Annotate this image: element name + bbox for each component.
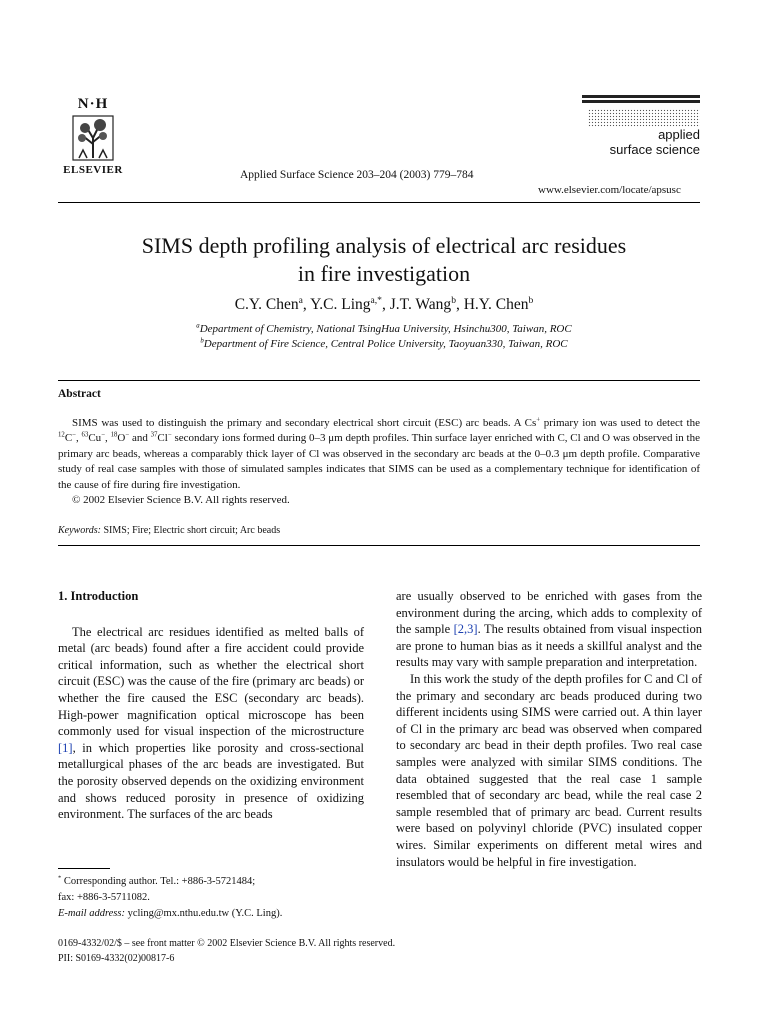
charge-sup: − bbox=[167, 431, 172, 439]
abstract-heading: Abstract bbox=[58, 388, 101, 400]
body-paragraph bbox=[58, 624, 364, 823]
footnote-line: fax: +886-3-5711082. bbox=[58, 892, 150, 903]
author-name: C.Y. Chen bbox=[234, 296, 299, 313]
mass-sup: 37 bbox=[150, 431, 158, 439]
affiliation-b bbox=[58, 338, 710, 350]
abstract-text-run: primary ion was used to detect the bbox=[540, 417, 700, 429]
ion-symbol: Cl bbox=[157, 432, 168, 445]
body-column-left bbox=[58, 588, 364, 823]
affiliation-mark: b bbox=[200, 337, 204, 345]
author-separator: , bbox=[455, 296, 464, 313]
email-address[interactable]: ycling@mx.nthu.edu.tw (Y.C. Ling). bbox=[124, 908, 283, 919]
journal-citation: Applied Surface Science 203–204 (2003) 779–784 bbox=[240, 169, 474, 181]
abstract-divider-top bbox=[58, 380, 700, 381]
paper-title bbox=[58, 232, 710, 288]
front-matter bbox=[58, 936, 395, 966]
author-list bbox=[58, 296, 710, 314]
affiliation-text: Department of Fire Science, Central Police University, Taoyuan330, Taiwan, ROC bbox=[203, 338, 568, 350]
affiliation-mark: a bbox=[196, 322, 200, 330]
author-separator: , bbox=[381, 296, 390, 313]
author-separator: , bbox=[302, 296, 311, 313]
logo-text-bottom: ELSEVIER bbox=[63, 164, 123, 176]
email-label: E-mail address: bbox=[58, 908, 125, 919]
keywords-line bbox=[58, 525, 280, 536]
title-line-1: SIMS depth profiling analysis of electrical arc residues bbox=[141, 233, 627, 258]
journal-url[interactable]: www.elsevier.com/locate/apsusc bbox=[538, 184, 681, 196]
footnote-mark: * bbox=[58, 874, 62, 882]
pii-line: PII: S0169-4332(02)00817-6 bbox=[58, 953, 175, 964]
body-text-run: are usually observed to be enriched with gases from the environment during the arcing, which adds to complexity of the sample bbox=[396, 589, 702, 637]
ion-symbol: C bbox=[64, 432, 73, 445]
separator: , bbox=[76, 432, 82, 445]
corresponding-author-footnote bbox=[58, 874, 282, 922]
journal-name-line1: applied bbox=[658, 127, 700, 142]
author-affil-mark: b bbox=[451, 294, 456, 306]
ion-symbol: O bbox=[117, 432, 126, 445]
body-column-right bbox=[396, 588, 702, 870]
masthead-rule bbox=[582, 100, 700, 103]
affiliation-a bbox=[58, 323, 710, 335]
header-divider bbox=[58, 202, 700, 203]
footnote-divider bbox=[58, 868, 110, 869]
charge-sup: + bbox=[536, 416, 541, 424]
footnote-text: Corresponding author. Tel.: +886-3-5721484; bbox=[61, 876, 256, 887]
body-text-run: The electrical arc residues identified as melted balls of metal (arc beads) found after a fire accident could provide critical information, such as whether the electrical short circuit (ESC) was the cause of the fire (primary arc beads) or whether the fire caused the ESC (secondary arc beads). High-power magnification optical microscope has been commonly used for visual inspection of the microstructure bbox=[58, 624, 364, 739]
separator: and bbox=[129, 432, 151, 445]
publisher-logo bbox=[58, 96, 128, 186]
mass-sup: 63 bbox=[81, 431, 89, 439]
charge-sup: − bbox=[125, 431, 130, 439]
journal-name-line2: surface science bbox=[609, 142, 700, 157]
footnote-line bbox=[58, 874, 282, 890]
charge-sup: − bbox=[72, 431, 76, 439]
abstract-divider-bottom bbox=[58, 545, 700, 546]
mass-sup: 12 bbox=[58, 431, 65, 439]
tree-icon bbox=[71, 114, 115, 162]
masthead-dot-pattern bbox=[588, 109, 700, 127]
abstract-text-run: secondary ions formed during 0–3 μm depth profiles. Thin surface layer enriched with C, Cl and O was observed in the primary arc beads, whereas a comparably thick layer of Cl was observed in the secondary arc beads at the 0–0.3 μm depth profile. Comparative study of real case samples with those of simulated samples indicates that SIMS can be used as a complementary technique for identification of the cause of fire during fire investigation. bbox=[58, 432, 700, 491]
title-line-2: in fire investigation bbox=[297, 261, 471, 286]
author-name: Y.C. Ling bbox=[310, 296, 371, 313]
author-name: J.T. Wang bbox=[389, 296, 452, 313]
ion-symbol: Cu bbox=[88, 432, 102, 445]
keywords-text: SIMS; Fire; Electric short circuit; Arc beads bbox=[100, 525, 281, 536]
author-affil-mark: a bbox=[298, 294, 303, 306]
mass-sup: 18 bbox=[110, 431, 118, 439]
author-affil-mark: a,* bbox=[370, 294, 382, 306]
section-heading: 1. Introduction bbox=[58, 589, 139, 603]
body-text-run: . The results obtained from visual inspection are prone to human bias as it needs a skillful analyst and the results may vary with sample preparation and interpretation. bbox=[396, 622, 702, 670]
affiliation-text: Department of Chemistry, National TsingHua University, Hsinchu300, Taiwan, ROC bbox=[199, 323, 572, 335]
logo-text-top: N·H bbox=[77, 96, 109, 112]
body-text-run: , in which properties like porosity and cross-sectional metallurgical phases of the arc beads are investigated. But the porosity observed depends on the oxidizing environment and shows reduced porosity in presence of oxidizing environment. The surfaces of the arc beads bbox=[58, 740, 364, 822]
body-paragraph bbox=[396, 588, 702, 671]
charge-sup: − bbox=[101, 431, 106, 439]
masthead-rule bbox=[582, 95, 700, 98]
separator: , bbox=[105, 432, 111, 445]
abstract-text-run: SIMS was used to distinguish the primary and secondary electrical short circuit (ESC) arc beads. A Cs bbox=[72, 417, 537, 429]
keywords-label: Keywords: bbox=[58, 525, 101, 536]
author-affil-mark: b bbox=[528, 294, 534, 306]
citation-link[interactable]: [2,3] bbox=[453, 622, 478, 637]
author-name: H.Y. Chen bbox=[463, 296, 529, 313]
abstract-copyright: © 2002 Elsevier Science B.V. All rights reserved. bbox=[72, 494, 290, 506]
journal-masthead bbox=[582, 95, 700, 157]
citation-link[interactable]: [1] bbox=[58, 740, 73, 755]
front-matter-line: 0169-4332/02/$ – see front matter © 2002 Elsevier Science B.V. All rights reserved. bbox=[58, 938, 396, 949]
footnote-line bbox=[58, 906, 282, 922]
body-paragraph: In this work the study of the depth profiles for C and Cl of the primary and secondary arc beads produced during two different incidents using SIMS were carried out. A thin layer of Cl in the primary arc bead was observed when compared to secondary arc bead in their depth profiles. Two real case samples were analyzed with similar SIMS conditions. The data obtained suggested that the real case 1 sample resembled that of secondary arc bead, while the real case 2 sample resembled that of primary arc bead. Current results were based on polyvinyl chloride (PVC) insulated copper wires. Similar experiments on different metal wires and insulators would be helpful in fire investigation. bbox=[396, 671, 702, 869]
abstract-body bbox=[58, 416, 700, 493]
